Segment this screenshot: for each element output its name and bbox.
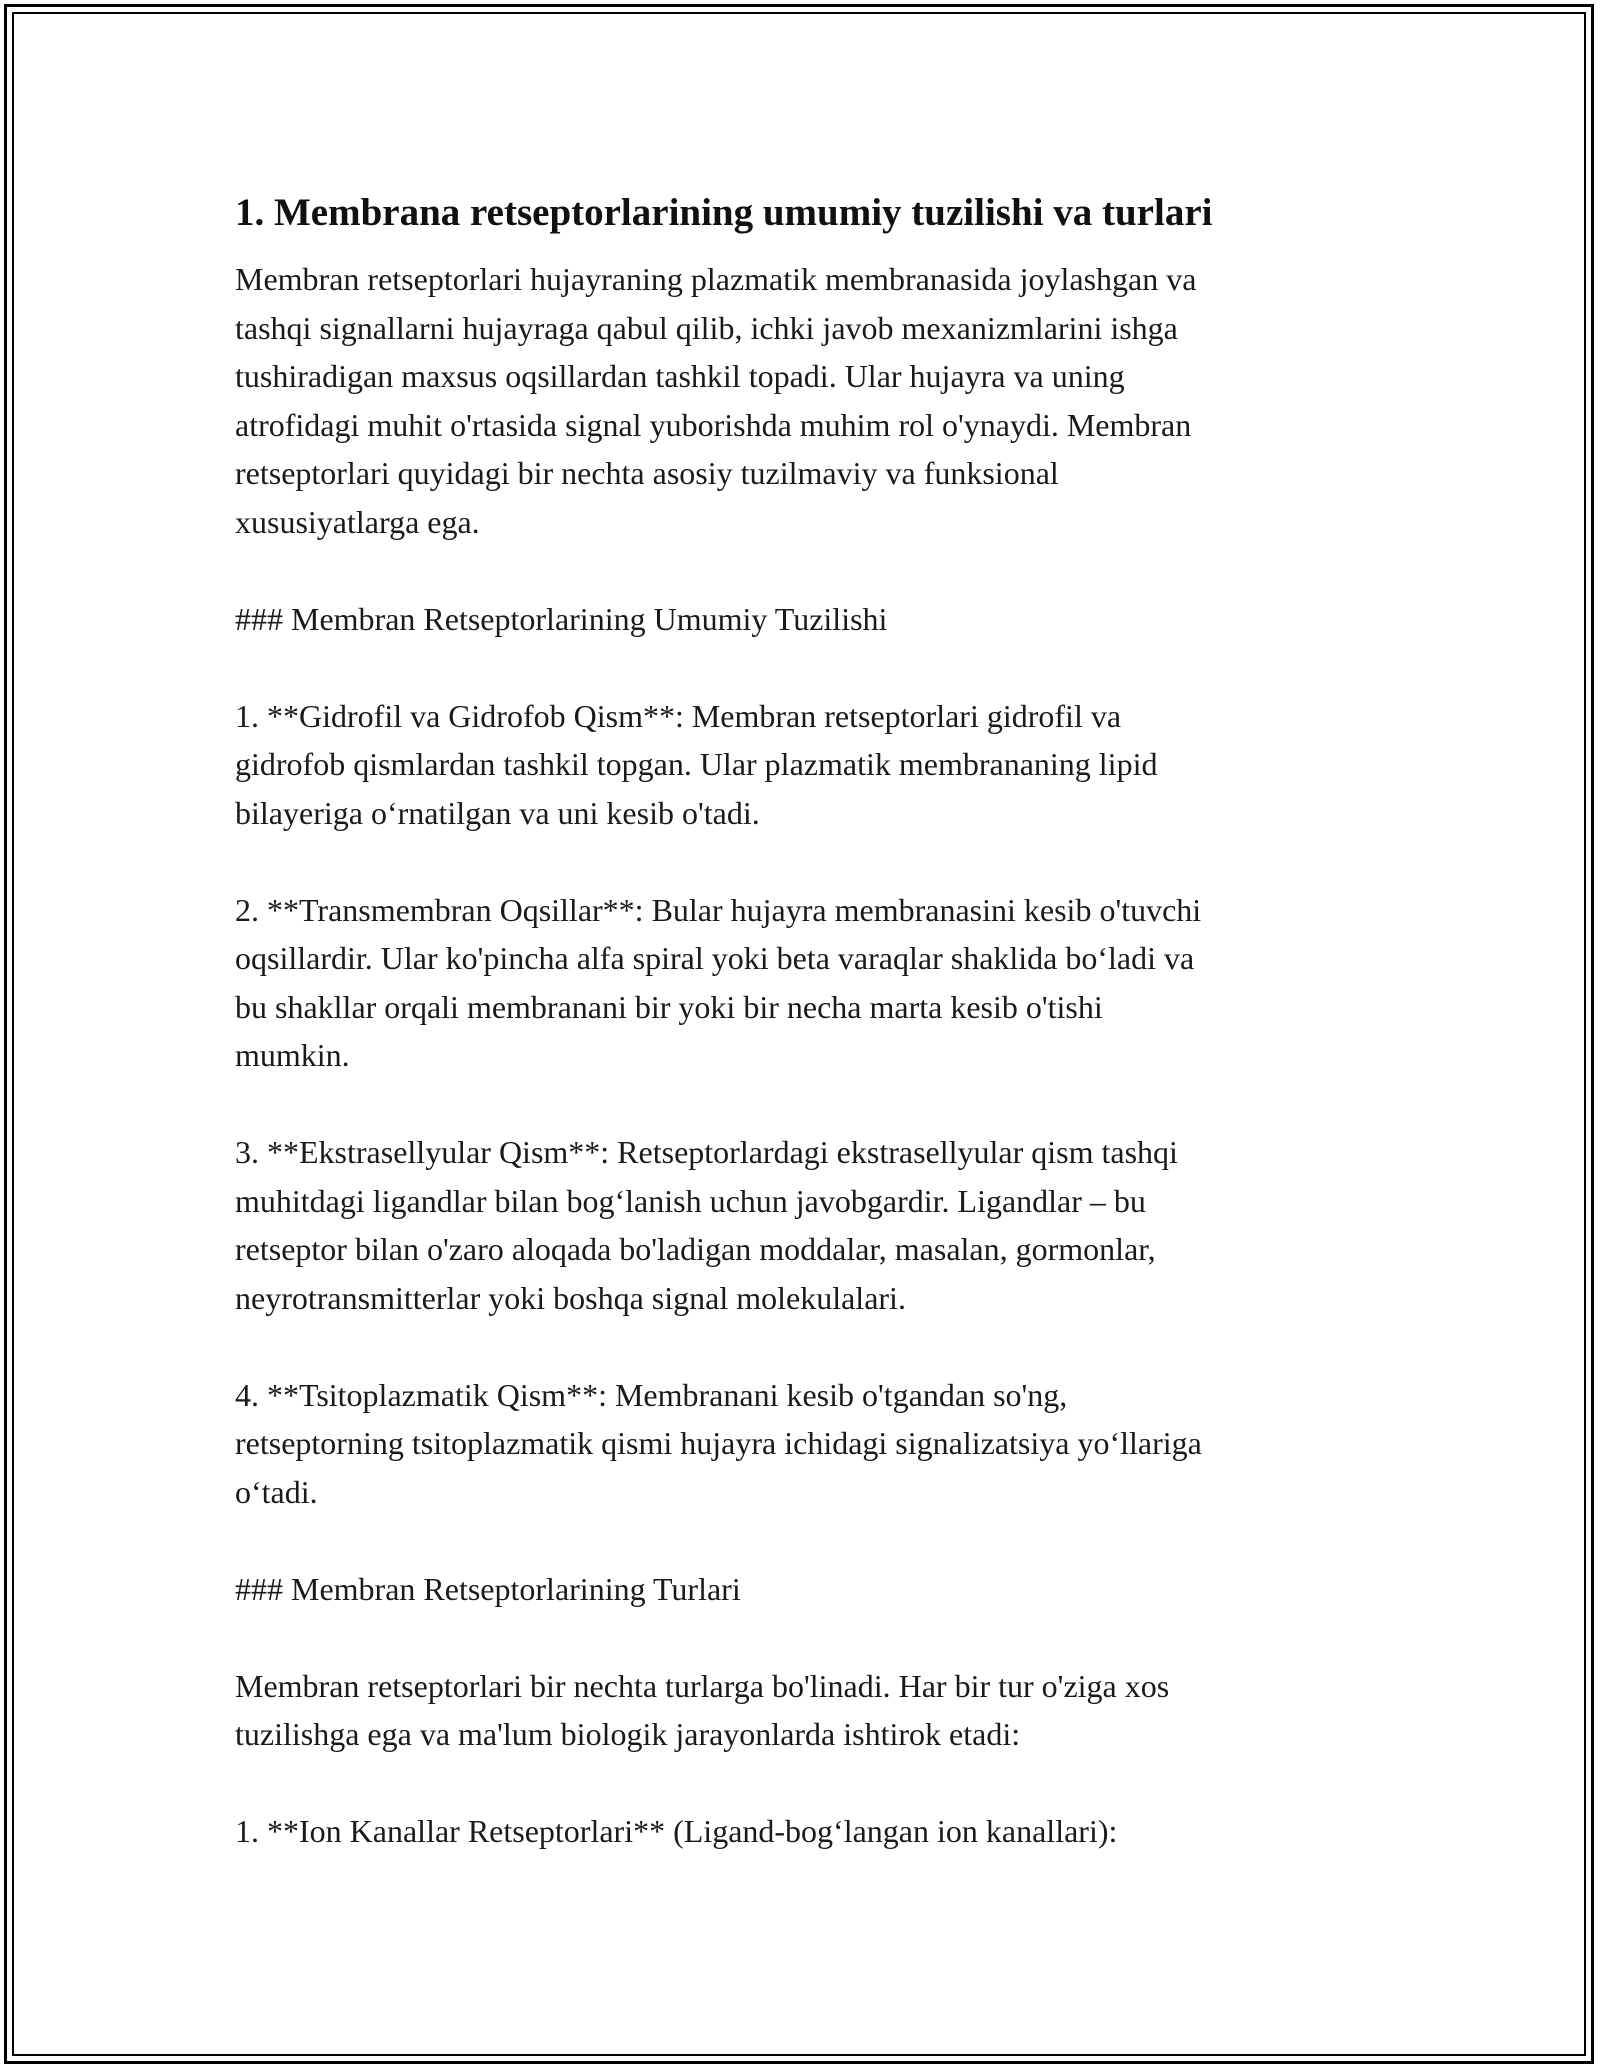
paragraph-spacer bbox=[235, 643, 1370, 692]
paragraph-spacer bbox=[235, 1080, 1370, 1129]
section-heading-types: ### Membran Retseptorlarining Turlari bbox=[235, 1570, 741, 1607]
list-item-extracellular: 3. **Ekstrasellyular Qism**: Retseptorlardagi ekstrasellyular qism tashqi muhitdagi ligandlar bilan bog‘lanish uchun javobgardir. Ligandlar – bu retseptor bilan o'zaro aloqada bo'ladigan moddalar, masalan, gormonlar, neyrotransmitterlar yoki boshqa signal molekulalari. bbox=[235, 1134, 1178, 1316]
document-body bbox=[235, 185, 1370, 1856]
list-item-cytoplasmic: 4. **Tsitoplazmatik Qism**: Membranani kesib o'tgandan so'ng, retseptorning tsitoplazmatik qismi hujayra ichidagi signalizatsiya yo‘llariga o‘tadi. bbox=[235, 1376, 1202, 1510]
list-item-hydrophilic: 1. **Gidrofil va Gidrofob Qism**: Membran retseptorlari gidrofil va gidrofob qismlardan tashkil topgan. Ular plazmatik membrananing lipid bilayeriga o‘rnatilgan va uni kesib o'tadi. bbox=[235, 697, 1158, 831]
paragraph-spacer bbox=[235, 546, 1370, 595]
list-item-transmembrane: 2. **Transmembran Oqsillar**: Bular hujayra membranasini kesib o'tuvchi oqsillardir. Ular ko'pincha alfa spiral yoki beta varaqlar shaklida bo‘ladi va bu shakllar orqali membranani bir yoki bir necha marta kesib o'tishi mumkin. bbox=[235, 891, 1202, 1073]
paragraph-spacer bbox=[235, 837, 1370, 886]
paragraph-spacer bbox=[235, 1516, 1370, 1565]
paragraph-spacer bbox=[235, 1613, 1370, 1662]
section-heading-structure: ### Membran Retseptorlarining Umumiy Tuzilishi bbox=[235, 600, 888, 637]
paragraph-spacer bbox=[235, 1322, 1370, 1371]
types-intro-paragraph: Membran retseptorlari bir nechta turlarga bo'linadi. Har bir tur o'ziga xos tuzilishga ega va ma'lum biologik jarayonlarda ishtirok etadi: bbox=[235, 1667, 1170, 1752]
document-title: 1. Membrana retseptorlarining umumiy tuzilishi va turlari bbox=[235, 191, 1213, 234]
paragraph-spacer bbox=[235, 1759, 1370, 1808]
intro-paragraph: Membran retseptorlari hujayraning plazmatik membranasida joylashgan va tashqi signallarni hujayraga qabul qilib, ichki javob mexanizmlarini ishga tushiradigan maxsus oqsillardan tashkil topadi. Ular hujayra va uning atrofidagi muhit o'rtasida signal yuborishda muhim rol o'ynaydi. Membran retseptorlari quyidagi bir nechta asosiy tuzilmaviy va funksional xususiyatlarga ega. bbox=[235, 261, 1197, 540]
list-item-ion-channels: 1. **Ion Kanallar Retseptorlari** (Ligand-bog‘langan ion kanallari): bbox=[235, 1813, 1118, 1849]
